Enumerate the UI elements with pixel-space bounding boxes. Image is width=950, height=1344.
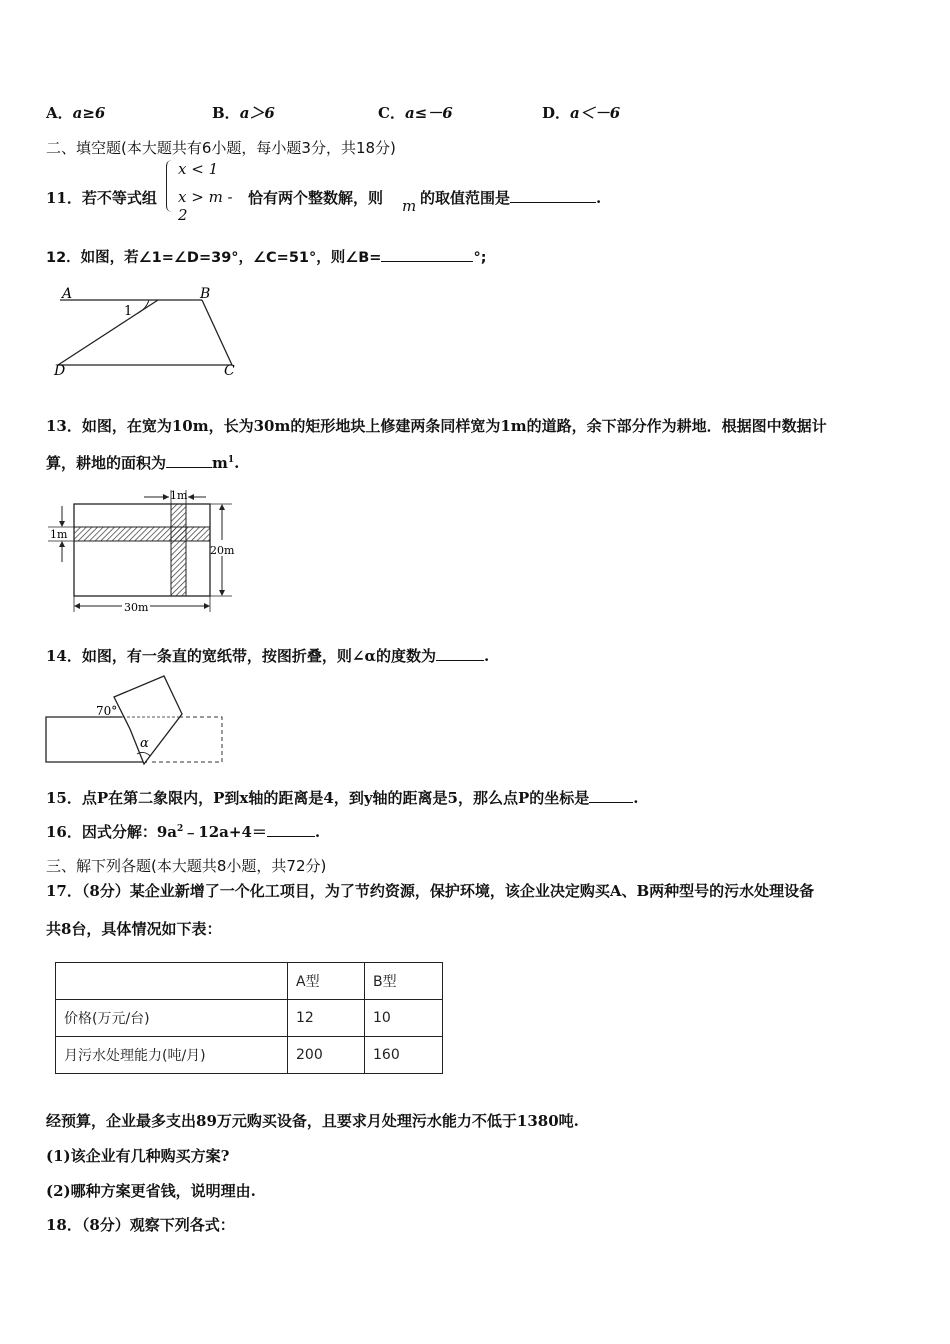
q13-line2: 算，耕地的面积为 $m^1$. <box>46 454 240 472</box>
option-d: D．a＜－6 <box>542 104 621 122</box>
label-c: C <box>224 363 235 379</box>
answer-blank[interactable] <box>166 453 212 468</box>
vertical-road <box>171 504 186 596</box>
table-row <box>56 1037 443 1074</box>
table-cell: A型 <box>288 963 365 1000</box>
answer-blank[interactable] <box>436 646 484 661</box>
brace <box>166 160 175 212</box>
q13-figure <box>44 484 254 618</box>
table-cell: B型 <box>365 963 443 1000</box>
table-cell: 10 <box>365 1000 443 1037</box>
table-cell: 月污水处理能力(吨/月) <box>56 1037 288 1074</box>
q18-text: 18．（8分）观察下列各式： <box>46 1216 235 1234</box>
option-a: A．a≥6 <box>46 104 106 122</box>
section-3-title: 三、解下列各题(本大题共8小题，共72分) <box>46 857 327 875</box>
table-cell: 200 <box>288 1037 365 1074</box>
answer-blank[interactable] <box>589 788 633 803</box>
table-cell: 160 <box>365 1037 443 1074</box>
label-d: D <box>54 363 66 379</box>
answer-blank[interactable] <box>510 188 596 203</box>
q14-text: 14．如图，有一条直的宽纸带，按图折叠，则∠α的度数为 . <box>46 647 490 665</box>
option-b: B．a＞6 <box>212 104 275 122</box>
option-c: C．a≤－6 <box>378 104 453 122</box>
q11-post: 的取值范围是 . <box>420 189 602 207</box>
q17-part2: (2)哪种方案更省钱，说明理由. <box>46 1182 256 1200</box>
q11-middle: 恰有两个整数解，则 <box>248 189 384 207</box>
answer-blank[interactable] <box>381 247 473 262</box>
horizontal-road <box>74 527 210 541</box>
q11-var-m: m <box>402 197 417 215</box>
q17-line1: 17．（8分）某企业新增了一个化工项目，为了节约资源，保护环境，该企业决定购买A、B两种型号的污水处理设备 <box>46 882 815 900</box>
inequality-1: x < 1 <box>178 160 219 178</box>
dim-left: 1m <box>50 528 68 541</box>
q15-text: 15．点P在第二象限内，P到x轴的距离是4，到y轴的距离是5，那么点P的坐标是 . <box>46 789 639 807</box>
q12-text: 12．如图，若∠1=∠D=39°，∠C=51°，则∠B= °; <box>46 246 487 267</box>
inequality-system <box>166 158 246 224</box>
q14-figure <box>44 672 226 768</box>
dim-top: 1m <box>170 489 188 502</box>
q17-budget: 经预算，企业最多支出89万元购买设备，且要求月处理污水能力不低于1380吨. <box>46 1112 579 1130</box>
label-b: B <box>200 286 211 302</box>
label-alpha: α <box>140 736 149 751</box>
table-cell <box>56 963 288 1000</box>
table-header-row <box>56 963 443 1000</box>
field-rectangle <box>74 504 210 596</box>
dim-right: 20m <box>210 544 235 557</box>
q12-figure <box>50 283 250 383</box>
dim-bottom: 30m <box>124 601 149 614</box>
line-bc <box>202 300 232 365</box>
label-a: A <box>62 286 73 302</box>
section-2-title: 二、填空题(本大题共有6小题，每小题3分，共18分) <box>46 139 396 157</box>
q16-text: 16．因式分解：$9a^2﹣12a+4=$ . <box>46 823 321 841</box>
label-angle-1: 1 <box>124 304 133 319</box>
answer-blank[interactable] <box>267 822 315 837</box>
label-70: 70° <box>96 704 118 718</box>
inequality-2: x > m - 2 <box>178 188 233 224</box>
table-cell: 12 <box>288 1000 365 1037</box>
q17-line2: 共8台，具体情况如下表： <box>46 920 222 938</box>
q17-part1: (1)该企业有几种购买方案? <box>46 1147 230 1165</box>
equipment-table <box>55 962 443 1074</box>
q11-prefix: 11．若不等式组 <box>46 189 157 207</box>
table-row <box>56 1000 443 1037</box>
table-cell: 价格(万元/台) <box>56 1000 288 1037</box>
q13-line1: 13．如图，在宽为10m，长为30m的矩形地块上修建两条同样宽为1m的道路，余下部分作为耕地．根据图中数据计 <box>46 417 827 435</box>
